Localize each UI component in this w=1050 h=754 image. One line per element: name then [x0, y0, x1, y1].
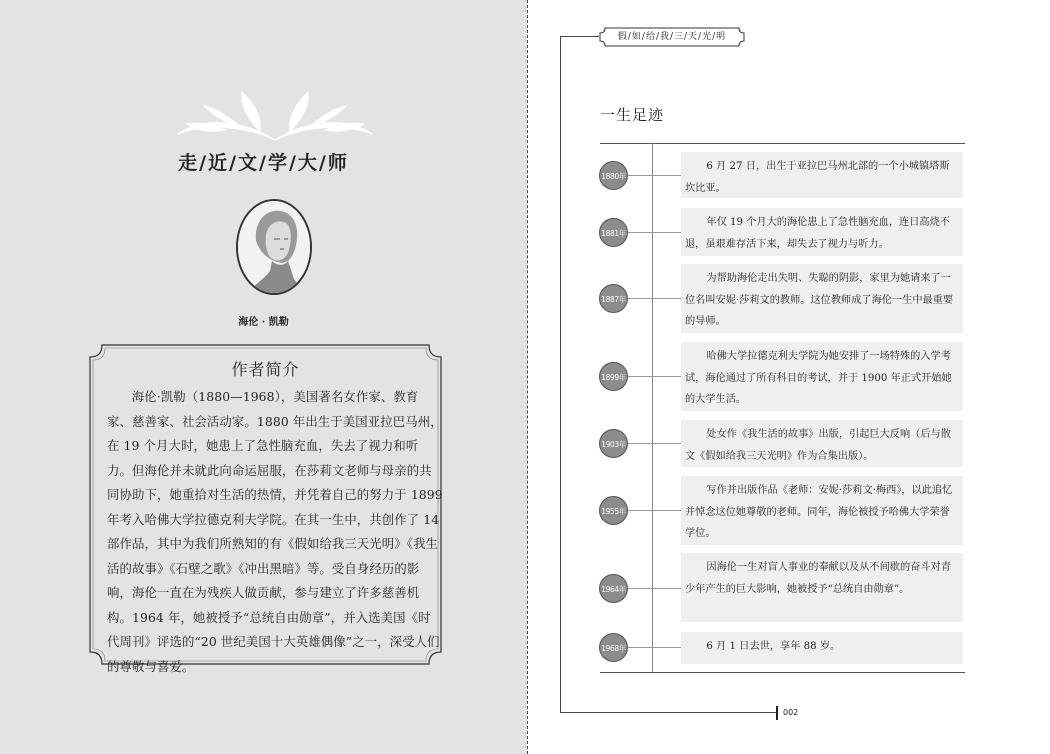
portrait-illustration-icon — [238, 201, 310, 293]
year-badge: 1881年 — [599, 218, 628, 247]
timeline-event: 处女作《我生活的故事》出版，引起巨大反响（后与散文《假如给我三天光明》作为合集出版）。 — [681, 420, 963, 467]
page-frame-line — [560, 36, 561, 712]
year-connector — [628, 298, 681, 299]
year-badge: 1887年 — [599, 284, 628, 313]
page-number: 002 — [783, 708, 799, 717]
timeline-event: 写作并出版作品《老师：安妮·莎莉文·梅西》，以此追忆并悼念这位她尊敬的老师。同年，海伦被授予哈佛大学荣誉学位。 — [681, 476, 963, 545]
timeline-event: 6 月 1 日去世，享年 88 岁。 — [681, 632, 963, 664]
year-connector — [628, 175, 681, 176]
page-frame-line — [560, 712, 776, 713]
timeline-top-rule — [600, 143, 965, 144]
timeline-event: 6 月 27 日，出生于亚拉巴马州北部的一个小城镇塔斯坎比亚。 — [681, 152, 963, 198]
year-connector — [628, 588, 681, 589]
year-badge: 1899年 — [599, 362, 628, 391]
book-title: 假/如/给/我/三/天/光/明 — [617, 32, 727, 42]
year-connector — [628, 376, 681, 377]
page-frame-line — [560, 36, 599, 37]
year-connector — [628, 232, 681, 233]
year-connector — [628, 443, 681, 444]
year-connector — [628, 510, 681, 511]
timeline-event: 因海伦一生对盲人事业的奉献以及从不间歇的奋斗对青少年产生的巨大影响，她被授予“总统自由勋章”。 — [681, 553, 963, 622]
year-badge: 1880年 — [599, 161, 628, 190]
section-title: 走/近/文/学/大/师 — [178, 152, 349, 174]
bio-heading: 作者简介 — [231, 360, 300, 379]
author-name: 海伦 · 凯勒 — [238, 317, 289, 328]
timeline-bottom-rule — [600, 672, 965, 673]
year-badge: 1903年 — [599, 429, 628, 458]
page-number-marker — [776, 706, 778, 720]
timeline-event: 年仅 19 个月大的海伦患上了急性脑充血，连日高烧不退，虽艰难存活下来，却失去了视力与听力。 — [681, 208, 963, 256]
year-badge: 1968年 — [599, 633, 628, 662]
author-portrait — [236, 199, 312, 295]
laurel-ornament-icon — [170, 88, 380, 146]
page-divider — [527, 0, 528, 754]
year-connector — [628, 647, 681, 648]
year-badge: 1964年 — [599, 574, 628, 603]
year-badge: 1955年 — [599, 496, 628, 525]
timeline-event: 为帮助海伦走出失明、失聪的阴影，家里为她请来了一位名叫安妮·莎莉文的教师。这位教师成了海伦一生中最重要的导师。 — [681, 264, 963, 333]
timeline-axis — [652, 143, 653, 672]
bio-text: 海伦·凯勒（1880—1968），美国著名女作家、教育家、慈善家、社会活动家。1880 年出生于美国亚拉巴马州，在 19 个月大时，她患上了急性脑充血，失去了视力和听力。但海伦并未就此向命运屈服，在莎莉文老师与母亲的共同协助下，她重拾对生活的热情，并凭着自己的努力于 1899 年考入哈佛大学拉德克利夫学院。在其一生中，共创作了 14 部作品，其中为我们所熟知的有《假如给我三天光明》《我生活的故事》《石壁之歌》《冲出黑暗》等。受自身经历的影响，海伦一直在为残疾人做贡献，参与建立了许多慈善机构。1964 年，她被授予“总统自由勋章”，并入选美国《时代周刊》评选的“20 世纪美国十大英雄偶像”之一，深受人们的尊敬与喜爱。 — [107, 389, 443, 674]
timeline-event: 哈佛大学拉德克利夫学院为她安排了一场特殊的入学考试，海伦通过了所有科目的考试，并于 1900 年正式开始她的大学生活。 — [681, 342, 963, 411]
timeline-title: 一生足迹 — [600, 106, 665, 124]
